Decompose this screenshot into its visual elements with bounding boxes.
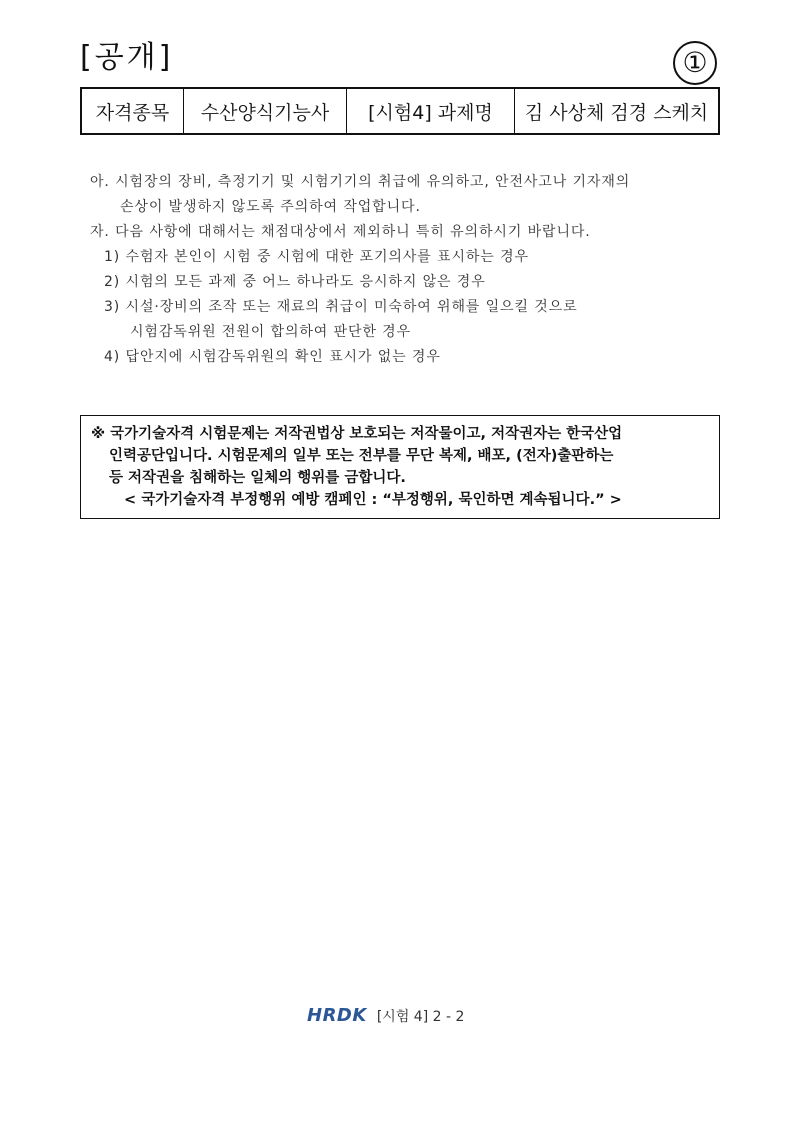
item-b-line1: 자. 다음 사항에 대해서는 채점대상에서 제외하니 특히 유의하시기 바랍니다. [90, 224, 591, 240]
notice-line1: ※ 국가기술자격 시험문제는 저작권법상 보호되는 저작물이고, 저작권자는 한국산업 [91, 426, 623, 442]
item-b-sub3-line2: 시험감독위원 전원이 합의하여 판단한 경우 [130, 324, 412, 340]
public-label: [공개] [80, 40, 174, 75]
header-cell-task-label: [시험4] 과제명 [347, 89, 515, 133]
item-a-line1: 아. 시험장의 장비, 측정기기 및 시험기기의 취급에 유의하고, 안전사고나 기자재의 [90, 174, 631, 190]
notice-line2: 인력공단입니다. 시험문제의 일부 또는 전부를 무단 복제, 배포, (전자)출판하는 [109, 448, 614, 464]
page-number-circle: ① [673, 41, 717, 85]
item-b-sub2: 2) 시험의 모든 과제 중 어느 하나라도 응시하지 않은 경우 [104, 274, 486, 290]
item-b-sub1: 1) 수험자 본인이 시험 중 시험에 대한 포기의사를 표시하는 경우 [104, 249, 529, 265]
item-b-sub4: 4) 답안지에 시험감독위원의 확인 표시가 없는 경우 [104, 349, 441, 365]
page-footer [307, 1005, 464, 1026]
header-cell-category: 자격종목 [82, 89, 184, 133]
notice-line3: 등 저작권을 침해하는 일체의 행위를 금합니다. [109, 470, 406, 486]
notice-campaign-line: < 국가기술자격 부정행위 예방 캠페인 : “부정행위, 묵인하면 계속됩니다.” > [124, 492, 622, 508]
copyright-notice-box [80, 415, 720, 519]
instructions [90, 170, 730, 370]
item-b-sub3-line1: 3) 시설·장비의 조작 또는 재료의 취급이 미숙하여 위해를 일으킬 것으로 [104, 299, 578, 315]
header-cell-task-name: 김 사상체 검경 스케치 [524, 101, 709, 124]
exam-header-table [80, 87, 720, 135]
item-a-line2: 손상이 발생하지 않도록 주의하여 작업합니다. [120, 199, 421, 215]
footer-page-info: [시험 4] 2 - 2 [376, 1008, 465, 1025]
header-cell-qualification: 수산양식기능사 [184, 89, 347, 133]
hrdk-logo: HRDK [307, 1005, 367, 1026]
